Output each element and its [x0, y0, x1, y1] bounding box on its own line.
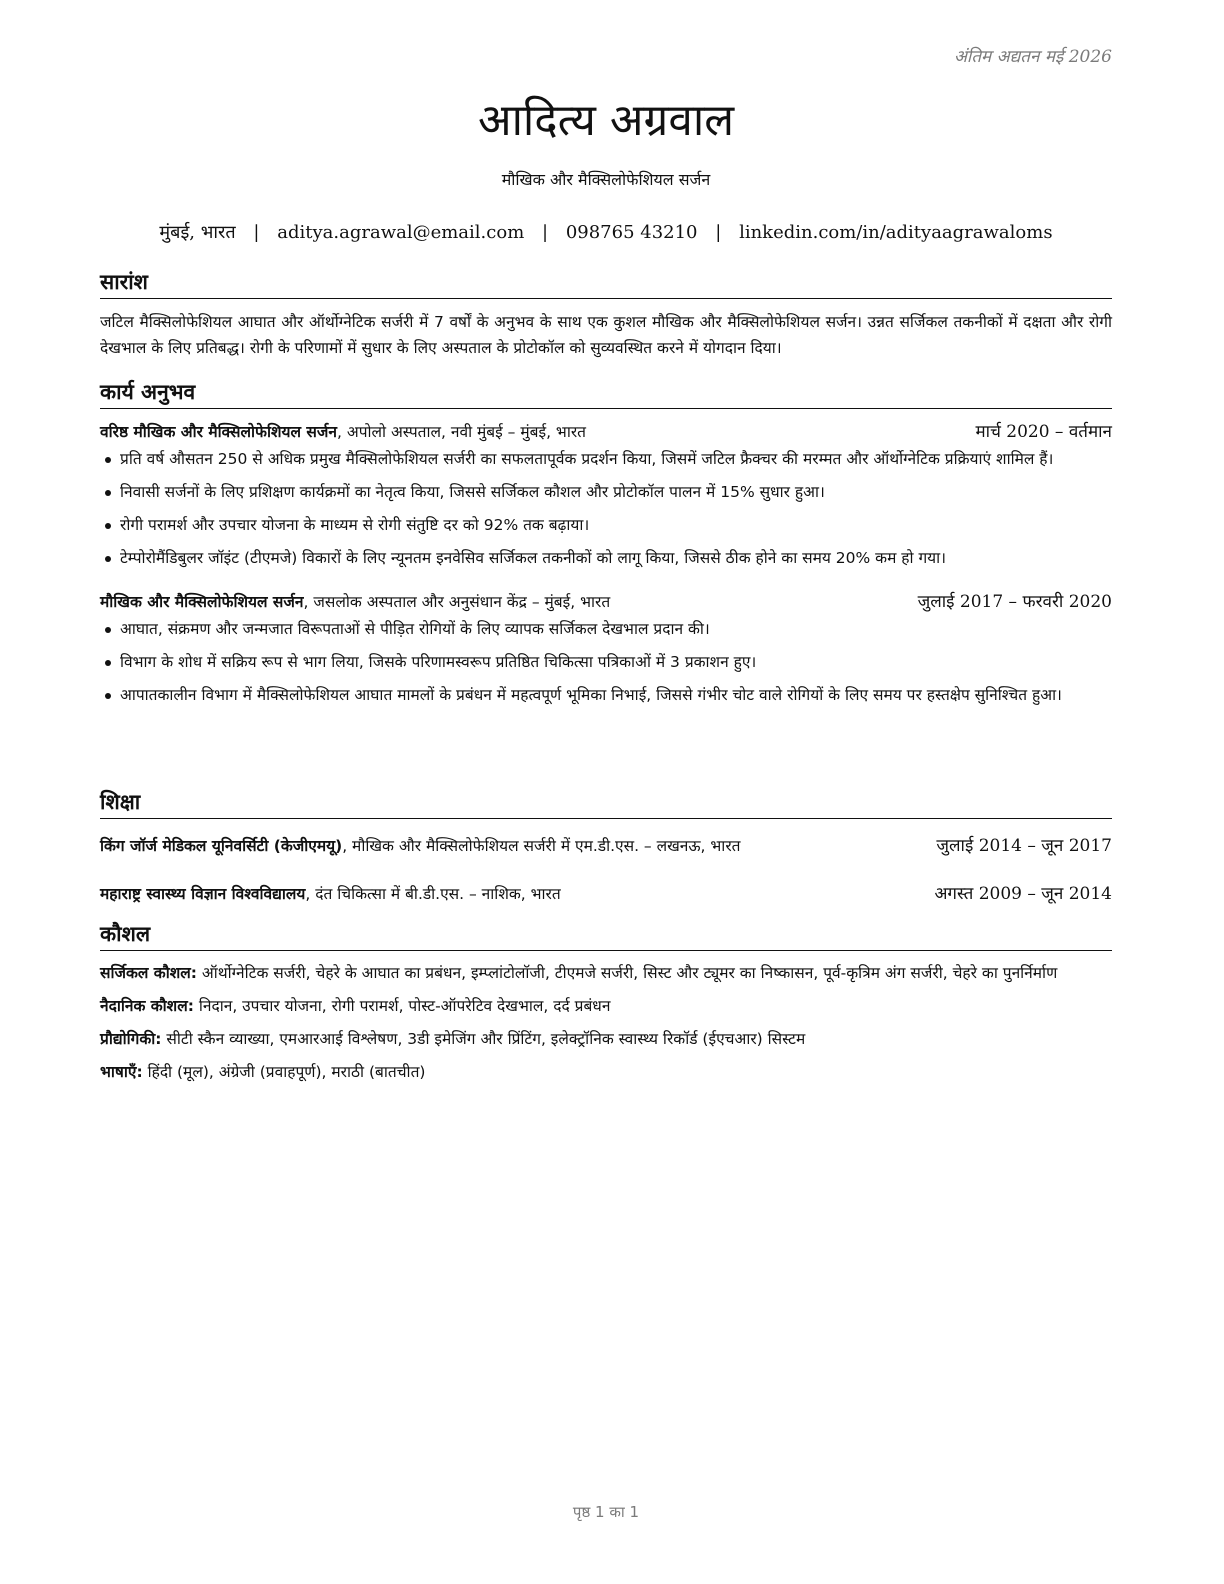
experience-heading: कार्य अनुभव: [100, 378, 1112, 409]
job-bullet: रोगी परामर्श और उपचार योजना के माध्यम से रोगी संतुष्टि दर को 92% तक बढ़ाया।: [100, 513, 1112, 538]
education-school: महाराष्ट्र स्वास्थ्य विज्ञान विश्वविद्यालय: [100, 885, 306, 903]
job-header: [100, 589, 1112, 615]
skill-label: भाषाएँ:: [100, 1063, 143, 1081]
summary-section: [100, 268, 1112, 361]
education-heading: शिक्षा: [100, 788, 1112, 819]
education-section: [100, 788, 1112, 907]
skill-text: सीटी स्कैन व्याख्या, एमआरआई विश्लेषण, 3डी इमेजिंग और प्रिंटिंग, इलेक्ट्रॉनिक स्वास्थ्य रिकॉर्ड (ईएचआर) सिस्टम: [161, 1030, 806, 1048]
job-place: , अपोलो अस्पताल, नवी मुंबई – मुंबई, भारत: [337, 423, 587, 441]
education-entry: [100, 881, 1112, 907]
candidate-title: मौखिक और मैक्सिलोफेशियल सर्जन: [501, 170, 711, 189]
skills-heading: कौशल: [100, 920, 1112, 951]
skill-label: सर्जिकल कौशल:: [100, 964, 197, 982]
job-dates: जुलाई 2017 – फरवरी 2020: [917, 592, 1112, 612]
summary-text: जटिल मैक्सिलोफेशियल आघात और ऑर्थोग्नेटिक सर्जरी में 7 वर्षों के अनुभव के साथ एक कुशल मौखिक और मैक्सिलोफेशियल सर्जन। उन्नत सर्जिकल तकनीकों में दक्षता और रोगी देखभाल के लिए प्रतिबद्ध। रोगी के परिणामों में सुधार के लिए अस्पताल के प्रोटोकॉल को सुव्यवस्थित करने में योगदान दिया।: [100, 313, 1112, 357]
skill-text: निदान, उपचार योजना, रोगी परामर्श, पोस्ट-ऑपरेटिव देखभाल, दर्द प्रबंधन: [193, 997, 611, 1015]
skill-text: ऑर्थोग्नेटिक सर्जरी, चेहरे के आघात का प्रबंधन, इम्प्लांटोलॉजी, टीएमजे सर्जरी, सिस्ट और ट्यूमर का निष्कासन, पूर्व-कृत्रिम अंग सर्जरी, चेहरे का पुनर्निर्माण: [196, 964, 1058, 982]
experience-section: [100, 378, 1112, 716]
job-bullet: प्रति वर्ष औसतन 250 से अधिक प्रमुख मैक्सिलोफेशियल सर्जरी का सफलतापूर्वक प्रदर्शन किया, जिसमें जटिल फ्रैक्चर की मरम्मत और ऑर्थोग्नेटिक प्रक्रियाएं शामिल हैं।: [100, 447, 1112, 472]
job-entry: [100, 589, 1112, 708]
skill-line: [100, 1027, 1112, 1051]
job-bullet: विभाग के शोध में सक्रिय रूप से भाग लिया, जिसके परिणामस्वरूप प्रतिष्ठित चिकित्सा पत्रिकाओं में 3 प्रकाशन हुए।: [100, 650, 1112, 675]
job-role: मौखिक और मैक्सिलोफेशियल सर्जन: [100, 593, 304, 611]
contact-location: मुंबई, भारत: [159, 222, 236, 243]
candidate-name: आदित्य अग्रवाल: [477, 95, 735, 146]
resume-page: [100, 0, 1112, 1584]
education-school: किंग जॉर्ज मेडिकल यूनिवर्सिटी (केजीएमयू): [100, 837, 343, 855]
contact-separator: |: [715, 222, 722, 243]
last-updated-note: अंतिम अद्यतन मई 2026: [953, 47, 1112, 67]
skill-line: [100, 1060, 1112, 1084]
education-dates: जुलाई 2014 – जून 2017: [936, 836, 1112, 856]
job-bullet: आघात, संक्रमण और जन्मजात विरूपताओं से पीड़ित रोगियों के लिए व्यापक सर्जिकल देखभाल प्रदान की।: [100, 617, 1112, 642]
job-entry: [100, 419, 1112, 571]
job-header: [100, 419, 1112, 445]
job-bullet: टेम्पोरोमैंडिबुलर जॉइंट (टीएमजे) विकारों के लिए न्यूनतम इनवेसिव सर्जिकल तकनीकों को लागू किया, जिससे ठीक होने का समय 20% कम हो गया।: [100, 546, 1112, 571]
contact-separator: |: [253, 222, 260, 243]
education-dates: अगस्त 2009 – जून 2014: [934, 884, 1112, 904]
job-bullet: आपातकालीन विभाग में मैक्सिलोफेशियल आघात मामलों के प्रबंधन में महत्वपूर्ण भूमिका निभाई, जिससे गंभीर चोट वाले रोगियों के लिए समय पर हस्तक्षेप सुनिश्चित हुआ।: [100, 683, 1112, 708]
job-role: वरिष्ठ मौखिक और मैक्सिलोफेशियल सर्जन: [100, 423, 337, 441]
job-bullet: निवासी सर्जनों के लिए प्रशिक्षण कार्यक्रमों का नेतृत्व किया, जिससे सर्जिकल कौशल और प्रोटोकॉल पालन में 15% सुधार हुआ।: [100, 480, 1112, 505]
contact-linkedin-link[interactable]: linkedin.com/in/adityaagrawaloms: [739, 222, 1053, 243]
contact-phone: 098765 43210: [565, 222, 698, 243]
job-place: , जसलोक अस्पताल और अनुसंधान केंद्र – मुंबई, भारत: [303, 593, 611, 611]
education-detail: , मौखिक और मैक्सिलोफेशियल सर्जरी में एम.डी.एस. – लखनऊ, भारत: [342, 837, 741, 855]
education-entry: [100, 833, 1112, 859]
contact-line: [100, 220, 1112, 244]
skill-label: प्रौद्योगिकी:: [100, 1030, 162, 1048]
skills-section: [100, 920, 1112, 1093]
skill-line: [100, 961, 1112, 985]
education-detail: , दंत चिकित्सा में बी.डी.एस. – नाशिक, भारत: [305, 885, 561, 903]
skill-line: [100, 994, 1112, 1018]
contact-separator: |: [542, 222, 549, 243]
job-bullets: [100, 447, 1112, 571]
skill-text: हिंदी (मूल), अंग्रेजी (प्रवाहपूर्ण), मराठी (बातचीत): [142, 1063, 426, 1081]
skill-label: नैदानिक कौशल:: [100, 997, 194, 1015]
job-bullets: [100, 617, 1112, 708]
contact-email-link[interactable]: aditya.agrawal@email.com: [277, 222, 525, 243]
summary-heading: सारांश: [100, 268, 1112, 299]
job-dates: मार्च 2020 – वर्तमान: [975, 422, 1112, 442]
page-number: पृष्ठ 1 का 1: [572, 1503, 640, 1521]
